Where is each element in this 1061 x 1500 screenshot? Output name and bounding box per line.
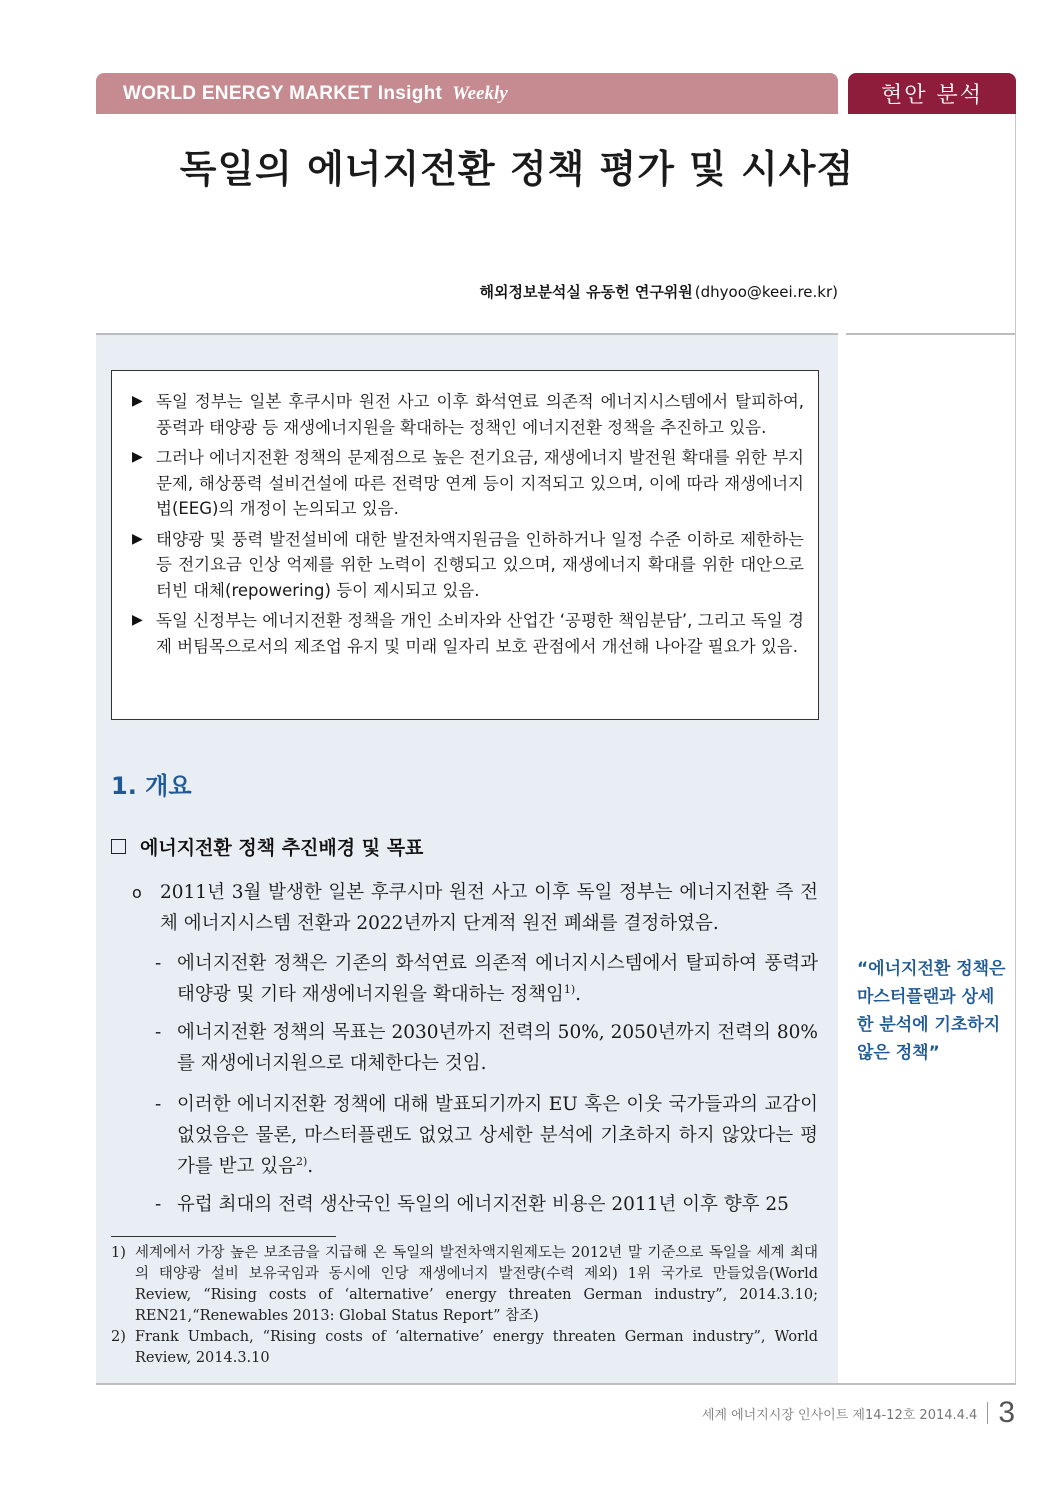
triangle-bullet-icon: ▶ (132, 530, 143, 547)
page-footer (702, 1396, 1015, 1430)
circle-paragraph: o 2011년 3월 발생한 일본 후쿠시마 원전 사고 이후 독일 정부는 에너지전환 즉 전체 에너지시스템 전환과 2022년까지 단계적 원전 폐쇄를 결정하였음. (132, 877, 818, 939)
dash-paragraph: - 유럽 최대의 전력 생산국인 독일의 에너지전환 비용은 2011년 이후 향후 25 (155, 1189, 818, 1220)
footnote-ref[interactable]: 2) (296, 1154, 308, 1168)
page-number: 3 (998, 1396, 1015, 1429)
summary-item: ▶ 독일 정부는 일본 후쿠시마 원전 사고 이후 화석연료 의존적 에너지시스템에서 탈피하여, 풍력과 태양광 등 재생에너지원을 확대하는 정책인 에너지전환 정책을 추진하고 있음. (132, 389, 804, 440)
footnote-divider (111, 1236, 336, 1237)
circle-bullet-icon: o (132, 883, 142, 902)
header-bar (96, 73, 838, 114)
right-margin-line (1015, 114, 1016, 1384)
top-divider-side (846, 333, 1016, 335)
header-brand: WORLD ENERGY MARKET Insight (123, 82, 443, 104)
author-line (479, 281, 838, 302)
header-weekly: Weekly (452, 82, 508, 104)
section-tab: 현안 분석 (848, 73, 1016, 114)
footnote-number: 1) (111, 1245, 126, 1261)
pull-quote: “에너지전환 정책은 마스터플랜과 상세한 분석에 기초하지 않은 정책” (857, 959, 1006, 1063)
triangle-bullet-icon: ▶ (132, 612, 143, 628)
page-title: 독일의 에너지전환 정책 평가 및 시사점 (179, 147, 855, 191)
dash-bullet: - (155, 953, 162, 974)
summary-item: ▶ 그러나 에너지전환 정책의 문제점으로 높은 전기요금, 재생에너지 발전원 확대를 위한 부지 문제, 해상풍력 설비건설에 따른 전력망 연계 등이 지적되고 있으며, 이에 따라 재생에너지법(EEG)의 개정이 논의되고 있음. (132, 445, 804, 522)
footnotes (111, 1243, 818, 1369)
triangle-bullet-icon: ▶ (132, 449, 143, 465)
triangle-bullet-icon: ▶ (132, 393, 143, 409)
author-email: (dhyoo@keei.re.kr) (694, 283, 838, 301)
section-heading: 1. 개요 (111, 772, 192, 800)
dash-paragraph: - 이러한 에너지전환 정책에 대해 발표되기까지 EU 혹은 이웃 국가들과의 교감이 없었음은 물론, 마스터플랜도 없었고 상세한 분석에 기초하지 하지 않았다는 평가를 받고 있음$^{2)}$. (155, 1089, 818, 1182)
publication-info: 세계 에너지시장 인사이트 제14-12호 2014.4.4 (701, 1407, 978, 1423)
footnote: 2) Frank Umbach, “Rising costs of ‘alternative’ energy threaten German industry”, World Review, 2014.3.10 (111, 1329, 818, 1366)
checkbox-square-icon (111, 839, 126, 854)
footnote: 1) 세계에서 가장 높은 보조금을 지급해 온 독일의 발전차액지원제도는 2012년 말 기준으로 독일을 세계 최대의 태양광 설비 보유국임과 동시에 인당 재생에너지 발전량(수력 제외) 1위 국가로 만들었음(World Review, “Rising costs of ‘alternative’ energy threaten German industry”, 2014.3.10; REN21,“Renewables 2013: Global Status Report” 참조) (111, 1245, 818, 1324)
author-name: 해외정보분석실 유동헌 연구위원 (479, 283, 693, 301)
subsection-heading: 에너지전환 정책 추진배경 및 목표 (111, 833, 423, 860)
footnote-ref[interactable]: 1) (563, 982, 576, 996)
summary-item: ▶ 태양광 및 풍력 발전설비에 대한 발전차액지원금을 인하하거나 일정 수준 이하로 제한하는 등 전기요금 인상 억제를 위한 노력이 진행되고 있으며, 재생에너지 확대를 위한 대안으로 터빈 대체(repowering) 등이 제시되고 있음. (132, 527, 804, 604)
dash-paragraph: - 에너지전환 정책은 기존의 화석연료 의존적 에너지시스템에서 탈피하여 풍력과 태양광 및 기타 재생에너지원을 확대하는 정책임$^{1)}$. (155, 948, 818, 1010)
dash-bullet: - (155, 1094, 162, 1115)
summary-box (111, 370, 819, 720)
dash-bullet: - (155, 1022, 162, 1043)
dash-paragraph: - 에너지전환 정책의 목표는 2030년까지 전력의 50%, 2050년까지 전력의 80%를 재생에너지원으로 대체한다는 것임. (155, 1017, 818, 1079)
footnote-number: 2) (111, 1329, 126, 1345)
dash-bullet: - (155, 1194, 162, 1215)
footer-separator (987, 1402, 988, 1424)
summary-item: ▶ 독일 신정부는 에너지전환 정책을 개인 소비자와 산업간 ‘공평한 책임분담’, 그리고 독일 경제 버팀목으로서의 제조업 유지 및 미래 일자리 보호 관점에서 개선해 나아갈 필요가 있음. (132, 608, 804, 659)
bottom-divider (96, 1383, 1016, 1385)
